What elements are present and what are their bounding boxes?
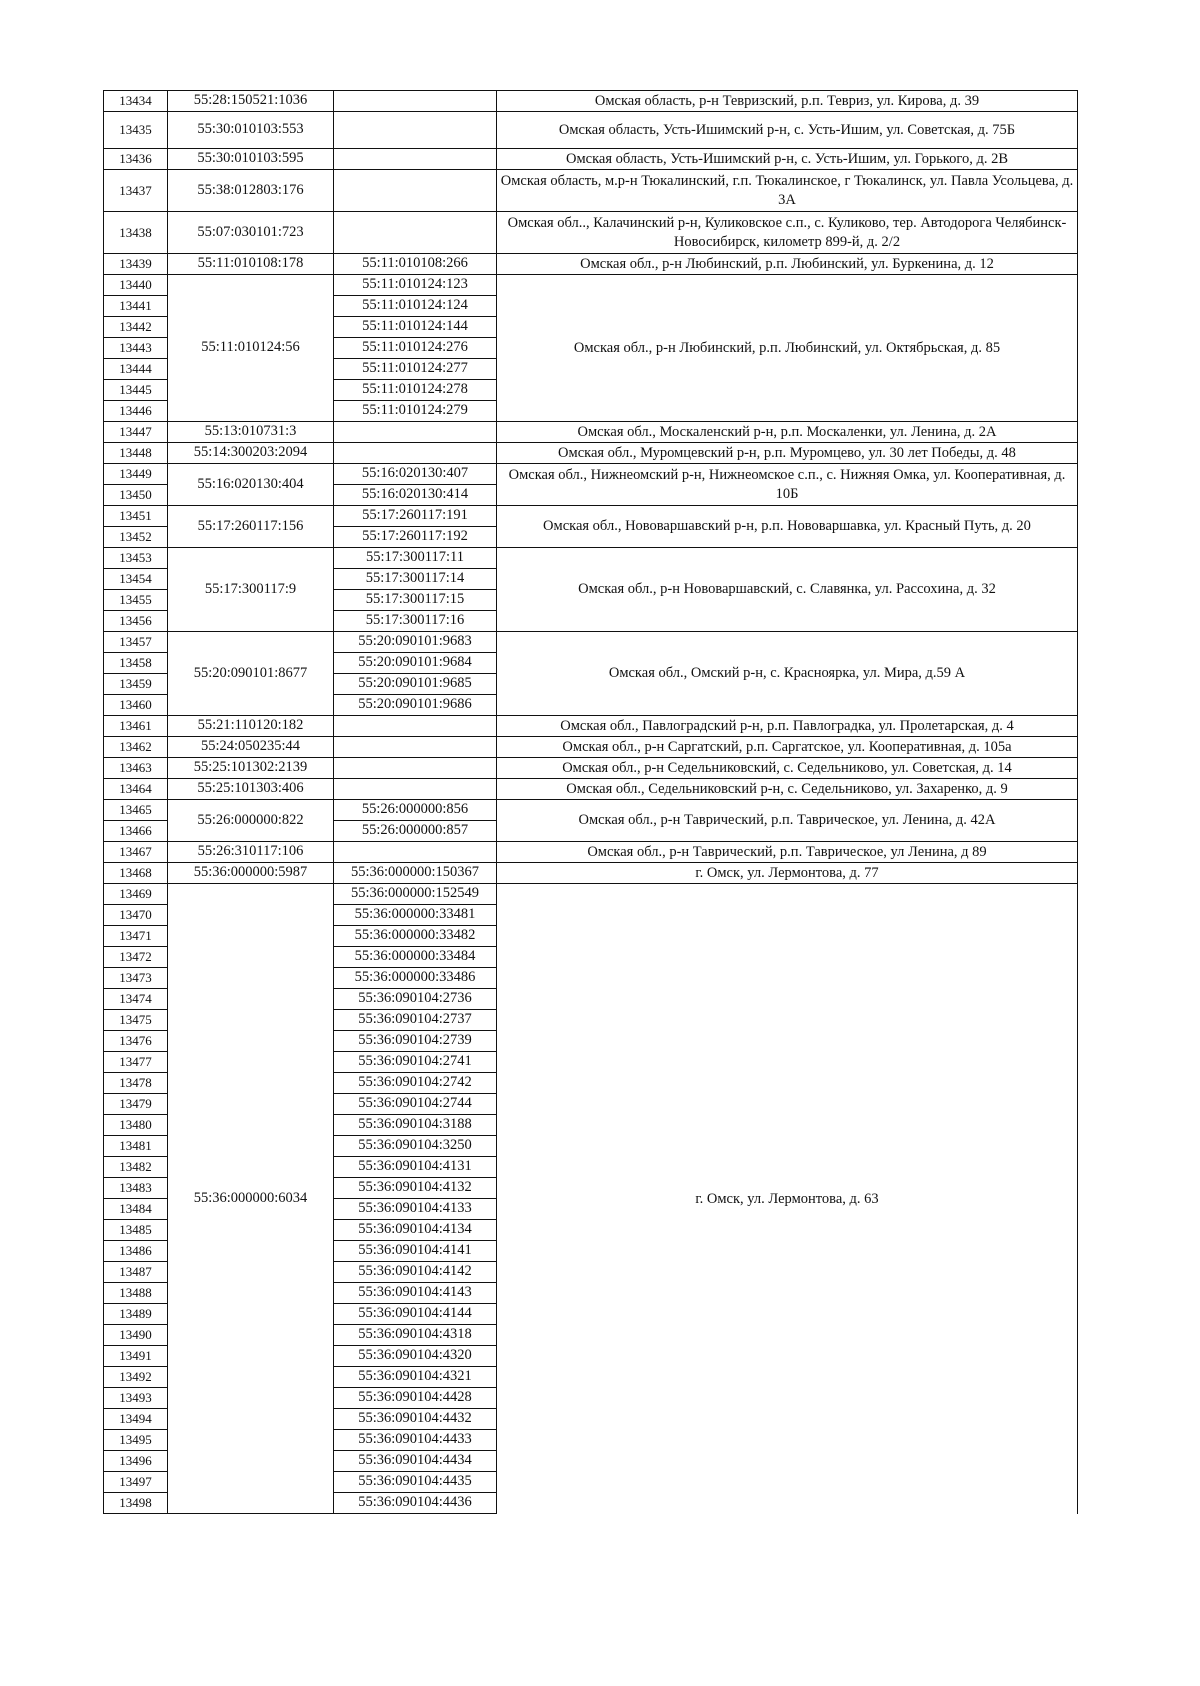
row-number-cell: 13461 <box>104 716 168 737</box>
row-number-cell: 13483 <box>104 1178 168 1199</box>
address-cell: г. Омск, ул. Лермонтова, д. 63 <box>497 884 1078 1514</box>
sub-cadastral-number-cell <box>334 758 497 779</box>
row-number-cell: 13435 <box>104 112 168 149</box>
row-number-cell: 13492 <box>104 1367 168 1388</box>
address-cell: Омская обл., Муромцевский р-н, р.п. Муромцево, ул. 30 лет Победы, д. 48 <box>497 443 1078 464</box>
address-cell: Омская область, м.р-н Тюкалинский, г.п. Тюкалинское, г Тюкалинск, ул. Павла Усольцева, д. 3А <box>497 170 1078 212</box>
sub-cadastral-number-cell: 55:20:090101:9684 <box>334 653 497 674</box>
address-cell: Омская обл., р-н Любинский, р.п. Любинский, ул. Октябрьская, д. 85 <box>497 275 1078 422</box>
table-row <box>104 422 1078 443</box>
row-number-cell: 13467 <box>104 842 168 863</box>
row-number-cell: 13462 <box>104 737 168 758</box>
sub-cadastral-number-cell: 55:17:300117:15 <box>334 590 497 611</box>
sub-cadastral-number-cell: 55:36:000000:150367 <box>334 863 497 884</box>
row-number-cell: 13493 <box>104 1388 168 1409</box>
sub-cadastral-number-cell: 55:16:020130:414 <box>334 485 497 506</box>
row-number-cell: 13490 <box>104 1325 168 1346</box>
sub-cadastral-number-cell: 55:36:000000:33484 <box>334 947 497 968</box>
row-number-cell: 13457 <box>104 632 168 653</box>
row-number-cell: 13463 <box>104 758 168 779</box>
sub-cadastral-number-cell <box>334 112 497 149</box>
sub-cadastral-number-cell: 55:36:090104:4435 <box>334 1472 497 1493</box>
sub-cadastral-number-cell: 55:20:090101:9683 <box>334 632 497 653</box>
row-number-cell: 13455 <box>104 590 168 611</box>
sub-cadastral-number-cell: 55:36:090104:2741 <box>334 1052 497 1073</box>
cadastral-number-cell: 55:16:020130:404 <box>168 464 334 506</box>
cadastral-number-cell: 55:20:090101:8677 <box>168 632 334 716</box>
row-number-cell: 13456 <box>104 611 168 632</box>
table-row <box>104 91 1078 112</box>
row-number-cell: 13471 <box>104 926 168 947</box>
row-number-cell: 13485 <box>104 1220 168 1241</box>
sub-cadastral-number-cell: 55:36:090104:4428 <box>334 1388 497 1409</box>
sub-cadastral-number-cell: 55:36:090104:4142 <box>334 1262 497 1283</box>
sub-cadastral-number-cell: 55:36:090104:4143 <box>334 1283 497 1304</box>
row-number-cell: 13450 <box>104 485 168 506</box>
table-row <box>104 863 1078 884</box>
row-number-cell: 13436 <box>104 149 168 170</box>
table-row <box>104 548 1078 569</box>
sub-cadastral-number-cell: 55:36:090104:4433 <box>334 1430 497 1451</box>
row-number-cell: 13452 <box>104 527 168 548</box>
row-number-cell: 13472 <box>104 947 168 968</box>
sub-cadastral-number-cell: 55:36:090104:4141 <box>334 1241 497 1262</box>
sub-cadastral-number-cell <box>334 149 497 170</box>
cadastral-number-cell: 55:30:010103:553 <box>168 112 334 149</box>
cadastral-number-cell: 55:21:110120:182 <box>168 716 334 737</box>
row-number-cell: 13437 <box>104 170 168 212</box>
cadastral-number-cell: 55:13:010731:3 <box>168 422 334 443</box>
sub-cadastral-number-cell: 55:17:300117:14 <box>334 569 497 590</box>
sub-cadastral-number-cell: 55:36:090104:4320 <box>334 1346 497 1367</box>
sub-cadastral-number-cell: 55:17:300117:16 <box>334 611 497 632</box>
row-number-cell: 13484 <box>104 1199 168 1220</box>
row-number-cell: 13445 <box>104 380 168 401</box>
address-cell: Омская обл., р-н Таврический, р.п. Таврическое, ул. Ленина, д. 42А <box>497 800 1078 842</box>
address-cell: Омская обл., р-н Нововаршавский, с. Славянка, ул. Рассохина, д. 32 <box>497 548 1078 632</box>
sub-cadastral-number-cell: 55:16:020130:407 <box>334 464 497 485</box>
row-number-cell: 13482 <box>104 1157 168 1178</box>
row-number-cell: 13474 <box>104 989 168 1010</box>
sub-cadastral-number-cell: 55:36:090104:4131 <box>334 1157 497 1178</box>
cadastral-number-cell: 55:28:150521:1036 <box>168 91 334 112</box>
sub-cadastral-number-cell: 55:36:090104:2736 <box>334 989 497 1010</box>
row-number-cell: 13465 <box>104 800 168 821</box>
table-row <box>104 758 1078 779</box>
row-number-cell: 13468 <box>104 863 168 884</box>
address-cell: Омская обл., р-н Любинский, р.п. Любинский, ул. Буркенина, д. 12 <box>497 254 1078 275</box>
table-row <box>104 212 1078 254</box>
row-number-cell: 13469 <box>104 884 168 905</box>
row-number-cell: 13497 <box>104 1472 168 1493</box>
sub-cadastral-number-cell: 55:36:090104:4132 <box>334 1178 497 1199</box>
sub-cadastral-number-cell: 55:36:090104:4144 <box>334 1304 497 1325</box>
sub-cadastral-number-cell <box>334 842 497 863</box>
row-number-cell: 13486 <box>104 1241 168 1262</box>
row-number-cell: 13494 <box>104 1409 168 1430</box>
sub-cadastral-number-cell: 55:36:090104:2737 <box>334 1010 497 1031</box>
table-row <box>104 275 1078 296</box>
sub-cadastral-number-cell <box>334 779 497 800</box>
sub-cadastral-number-cell: 55:36:090104:4434 <box>334 1451 497 1472</box>
sub-cadastral-number-cell: 55:11:010124:123 <box>334 275 497 296</box>
table-row <box>104 632 1078 653</box>
cadastral-number-cell: 55:07:030101:723 <box>168 212 334 254</box>
address-cell: Омская обл., Седельниковский р-н, с. Седельниково, ул. Захаренко, д. 9 <box>497 779 1078 800</box>
sub-cadastral-number-cell: 55:11:010124:279 <box>334 401 497 422</box>
sub-cadastral-number-cell: 55:11:010124:276 <box>334 338 497 359</box>
table-row <box>104 800 1078 821</box>
row-number-cell: 13479 <box>104 1094 168 1115</box>
table-row <box>104 443 1078 464</box>
address-cell: Омская обл., р-н Седельниковский, с. Седельниково, ул. Советская, д. 14 <box>497 758 1078 779</box>
row-number-cell: 13460 <box>104 695 168 716</box>
address-cell: Омская область, Усть-Ишимский р-н, с. Усть-Ишим, ул. Советская, д. 75Б <box>497 112 1078 149</box>
address-cell: Омская обл., Москаленский р-н, р.п. Москаленки, ул. Ленина, д. 2А <box>497 422 1078 443</box>
row-number-cell: 13444 <box>104 359 168 380</box>
row-number-cell: 13498 <box>104 1493 168 1514</box>
sub-cadastral-number-cell: 55:26:000000:857 <box>334 821 497 842</box>
address-cell: Омская обл., р-н Таврический, р.п. Таврическое, ул Ленина, д 89 <box>497 842 1078 863</box>
cadastral-number-cell: 55:25:101302:2139 <box>168 758 334 779</box>
row-number-cell: 13466 <box>104 821 168 842</box>
row-number-cell: 13459 <box>104 674 168 695</box>
address-cell: Омская обл., Омский р-н, с. Красноярка, ул. Мира, д.59 А <box>497 632 1078 716</box>
cadastral-number-cell: 55:26:310117:106 <box>168 842 334 863</box>
property-table-body <box>104 91 1078 1514</box>
sub-cadastral-number-cell: 55:36:090104:3250 <box>334 1136 497 1157</box>
table-row <box>104 506 1078 527</box>
row-number-cell: 13439 <box>104 254 168 275</box>
cadastral-number-cell: 55:14:300203:2094 <box>168 443 334 464</box>
cadastral-number-cell: 55:38:012803:176 <box>168 170 334 212</box>
sub-cadastral-number-cell: 55:36:090104:4318 <box>334 1325 497 1346</box>
row-number-cell: 13434 <box>104 91 168 112</box>
row-number-cell: 13491 <box>104 1346 168 1367</box>
sub-cadastral-number-cell: 55:26:000000:856 <box>334 800 497 821</box>
cadastral-number-cell: 55:26:000000:822 <box>168 800 334 842</box>
cadastral-number-cell: 55:11:010108:178 <box>168 254 334 275</box>
sub-cadastral-number-cell <box>334 443 497 464</box>
sub-cadastral-number-cell <box>334 170 497 212</box>
row-number-cell: 13489 <box>104 1304 168 1325</box>
sub-cadastral-number-cell: 55:11:010124:144 <box>334 317 497 338</box>
table-row <box>104 884 1078 905</box>
row-number-cell: 13449 <box>104 464 168 485</box>
row-number-cell: 13477 <box>104 1052 168 1073</box>
sub-cadastral-number-cell: 55:36:090104:4134 <box>334 1220 497 1241</box>
sub-cadastral-number-cell <box>334 91 497 112</box>
row-number-cell: 13440 <box>104 275 168 296</box>
row-number-cell: 13495 <box>104 1430 168 1451</box>
table-row <box>104 170 1078 212</box>
address-cell: Омская область, р-н Тевризский, р.п. Тевриз, ул. Кирова, д. 39 <box>497 91 1078 112</box>
row-number-cell: 13441 <box>104 296 168 317</box>
property-table <box>103 90 1078 1514</box>
address-cell: Омская обл., Павлоградский р-н, р.п. Павлоградка, ул. Пролетарская, д. 4 <box>497 716 1078 737</box>
row-number-cell: 13442 <box>104 317 168 338</box>
cadastral-number-cell: 55:11:010124:56 <box>168 275 334 422</box>
sub-cadastral-number-cell: 55:36:090104:4432 <box>334 1409 497 1430</box>
row-number-cell: 13458 <box>104 653 168 674</box>
row-number-cell: 13453 <box>104 548 168 569</box>
table-row <box>104 464 1078 485</box>
sub-cadastral-number-cell <box>334 737 497 758</box>
sub-cadastral-number-cell <box>334 422 497 443</box>
table-row <box>104 112 1078 149</box>
address-cell: Омская обл.., Калачинский р-н, Куликовское с.п., с. Куликово, тер. Автодорога Челябинск-Новосибирск, километр 899-й, д. 2/2 <box>497 212 1078 254</box>
sub-cadastral-number-cell: 55:36:090104:4436 <box>334 1493 497 1514</box>
address-cell: Омская обл., р-н Саргатский, р.п. Саргатское, ул. Кооперативная, д. 105а <box>497 737 1078 758</box>
sub-cadastral-number-cell: 55:17:260117:191 <box>334 506 497 527</box>
table-row <box>104 149 1078 170</box>
row-number-cell: 13475 <box>104 1010 168 1031</box>
row-number-cell: 13448 <box>104 443 168 464</box>
row-number-cell: 13488 <box>104 1283 168 1304</box>
row-number-cell: 13447 <box>104 422 168 443</box>
sub-cadastral-number-cell <box>334 716 497 737</box>
cadastral-number-cell: 55:17:300117:9 <box>168 548 334 632</box>
row-number-cell: 13470 <box>104 905 168 926</box>
sub-cadastral-number-cell: 55:17:260117:192 <box>334 527 497 548</box>
sub-cadastral-number-cell: 55:36:000000:152549 <box>334 884 497 905</box>
sub-cadastral-number-cell: 55:36:090104:2739 <box>334 1031 497 1052</box>
sub-cadastral-number-cell: 55:11:010108:266 <box>334 254 497 275</box>
sub-cadastral-number-cell: 55:17:300117:11 <box>334 548 497 569</box>
row-number-cell: 13451 <box>104 506 168 527</box>
sub-cadastral-number-cell: 55:20:090101:9685 <box>334 674 497 695</box>
sub-cadastral-number-cell: 55:36:090104:2742 <box>334 1073 497 1094</box>
address-cell: г. Омск, ул. Лермонтова, д. 77 <box>497 863 1078 884</box>
sub-cadastral-number-cell: 55:11:010124:278 <box>334 380 497 401</box>
sub-cadastral-number-cell: 55:36:090104:2744 <box>334 1094 497 1115</box>
row-number-cell: 13481 <box>104 1136 168 1157</box>
sub-cadastral-number-cell: 55:36:000000:33481 <box>334 905 497 926</box>
row-number-cell: 13438 <box>104 212 168 254</box>
sub-cadastral-number-cell: 55:11:010124:124 <box>334 296 497 317</box>
cadastral-number-cell: 55:25:101303:406 <box>168 779 334 800</box>
table-row <box>104 254 1078 275</box>
table-row <box>104 779 1078 800</box>
address-cell: Омская обл., Нижнеомский р-н, Нижнеомское с.п., с. Нижняя Омка, ул. Кооперативная, д. 10Б <box>497 464 1078 506</box>
row-number-cell: 13443 <box>104 338 168 359</box>
table-row <box>104 716 1078 737</box>
sub-cadastral-number-cell: 55:36:090104:4321 <box>334 1367 497 1388</box>
row-number-cell: 13478 <box>104 1073 168 1094</box>
sub-cadastral-number-cell: 55:36:000000:33486 <box>334 968 497 989</box>
sub-cadastral-number-cell: 55:36:090104:4133 <box>334 1199 497 1220</box>
cadastral-number-cell: 55:24:050235:44 <box>168 737 334 758</box>
cadastral-number-cell: 55:36:000000:6034 <box>168 884 334 1514</box>
row-number-cell: 13476 <box>104 1031 168 1052</box>
table-row <box>104 737 1078 758</box>
row-number-cell: 13464 <box>104 779 168 800</box>
row-number-cell: 13496 <box>104 1451 168 1472</box>
row-number-cell: 13473 <box>104 968 168 989</box>
row-number-cell: 13446 <box>104 401 168 422</box>
cadastral-number-cell: 55:36:000000:5987 <box>168 863 334 884</box>
sub-cadastral-number-cell: 55:20:090101:9686 <box>334 695 497 716</box>
table-row <box>104 842 1078 863</box>
sub-cadastral-number-cell: 55:36:000000:33482 <box>334 926 497 947</box>
row-number-cell: 13487 <box>104 1262 168 1283</box>
sub-cadastral-number-cell: 55:11:010124:277 <box>334 359 497 380</box>
address-cell: Омская обл., Нововаршавский р-н, р.п. Нововаршавка, ул. Красный Путь, д. 20 <box>497 506 1078 548</box>
cadastral-number-cell: 55:30:010103:595 <box>168 149 334 170</box>
row-number-cell: 13454 <box>104 569 168 590</box>
sub-cadastral-number-cell: 55:36:090104:3188 <box>334 1115 497 1136</box>
row-number-cell: 13480 <box>104 1115 168 1136</box>
sub-cadastral-number-cell <box>334 212 497 254</box>
cadastral-number-cell: 55:17:260117:156 <box>168 506 334 548</box>
address-cell: Омская область, Усть-Ишимский р-н, с. Усть-Ишим, ул. Горького, д. 2В <box>497 149 1078 170</box>
